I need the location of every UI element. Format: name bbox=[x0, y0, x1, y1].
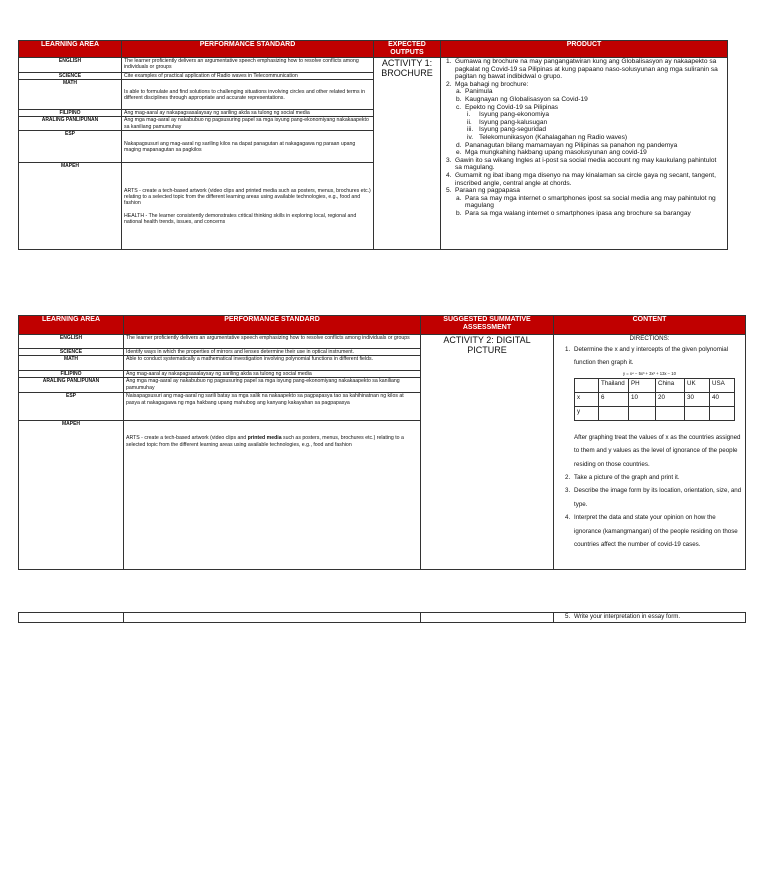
standard-science: Cite examples of practical application of Radio waves in Telecommunication bbox=[122, 73, 374, 80]
table-expected-outputs bbox=[18, 40, 728, 250]
area-filipino: FILIPINO bbox=[19, 110, 122, 117]
product-item-2c: Epekto ng Covid-19 sa Pilipinas bbox=[465, 103, 559, 111]
mini-cell: Thailand bbox=[599, 378, 629, 392]
area-science: SCIENCE bbox=[19, 349, 124, 356]
product-item-2c4: Telekomunikasyon (Kahalagahan ng Radio waves) bbox=[479, 133, 628, 141]
header-product: PRODUCT bbox=[441, 41, 728, 58]
standard-mapeh bbox=[122, 163, 374, 250]
product-item-2b: Kaugnayan ng Globalisasyon sa Covid-19 bbox=[465, 95, 588, 103]
mini-cell: x bbox=[575, 392, 599, 406]
area-esp: ESP bbox=[19, 393, 124, 421]
area-math: MATH bbox=[19, 80, 122, 110]
arts-text: such as posters, menus, brochures etc.) relating to a selected topic from the different learning areas using available technologies, e.g., food and fashion bbox=[126, 435, 404, 448]
table-row bbox=[19, 613, 746, 623]
standard-mapeh bbox=[124, 421, 421, 570]
header-content: CONTENT bbox=[554, 316, 746, 335]
product-item-2c3: Isyung pang-seguridad bbox=[479, 126, 547, 134]
product-item-3: Gawin ito sa wikang Ingles at i-post sa social media account ng may kaukulang pahintulot sa magulang. bbox=[455, 156, 717, 172]
header-learning-area: LEARNING AREA bbox=[19, 316, 124, 335]
mini-cell: 10 bbox=[629, 392, 656, 406]
table-header-row bbox=[19, 316, 746, 335]
standard-math: Able to conduct systematically a mathematical investigation involving polynomial functions in different fields. bbox=[124, 356, 421, 371]
mini-cell: China bbox=[656, 378, 685, 392]
standard-english: The learner proficiently delivers an argumentative speech emphasizing how to resolve conflicts among individuals or groups bbox=[122, 58, 374, 73]
area-english: ENGLISH bbox=[19, 58, 122, 73]
header-performance-standard: PERFORMANCE STANDARD bbox=[124, 316, 421, 335]
header-performance-standard: PERFORMANCE STANDARD bbox=[122, 41, 374, 58]
product-item-2a: Panimula bbox=[465, 88, 493, 96]
standard-mapeh-arts: ARTS - create a tech-based artwork (video clips and printed media such as posters, menus, brochures etc.) relating to a selected topic from the different learning areas using available technologies, e.g., food and fashion bbox=[124, 187, 371, 207]
product-item-5a: Para sa may mga internet o smartphones ipost sa social media ang may pahintulot ng magulang bbox=[465, 194, 716, 210]
area-filipino: FILIPINO bbox=[19, 371, 124, 378]
header-learning-area: LEARNING AREA bbox=[19, 41, 122, 58]
product-item-4: Gumamit ng ibat ibang mga disenyo na may kinalaman sa circle gaya ng secant, tangent, inscribed angle, central angle at chords. bbox=[455, 171, 716, 187]
table-row bbox=[19, 335, 746, 349]
standard-mapeh-health: HEALTH - The learner consistently demonstrates critical thinking skills in exploring local, regional and national health trends, issues, and concerns bbox=[124, 212, 357, 225]
mini-cell: 30 bbox=[685, 392, 710, 406]
content-item-1: Determine the x and y intercepts of the given polynomial function then graph it. bbox=[574, 346, 729, 367]
arts-text-bold: printed media bbox=[247, 435, 282, 442]
mini-cell: y bbox=[575, 406, 599, 420]
standard-esp: Naisapagsusuri ang mag-aaral ng sarili batay sa mga salik na nakaapekto sa pagpapasya tao sa kahihinatnan ng kilos at pasya at nakagagawa ng mga hakbang upang mahubog ang kanyang kakayahan sa pagpapasya bbox=[124, 393, 421, 421]
product-item-2: Mga bahagi ng brochure: bbox=[455, 80, 529, 88]
area-mapeh: MAPEH bbox=[19, 421, 124, 570]
content-instructions: DIRECTIONS: 1. Determine the x and y intercepts of the given polynomial function then graph it. y = x⁴ − 5x³ + 3x² + 13x − 10 Thailand PH China UK USA x 6 10 20 30 40 y After graphing treat the values of x as the countries assigned to them and y values as the level of ignorance of the people residing on those countries. 2. Take a picture of the graph and print it. 3. Describe the image form by its location, orientation, size, and type. 4. Interpret the data and state your opinion on how the ignorance (kamangmangan) of the people residing on those countries affect the number of covid-19 cases. bbox=[554, 335, 746, 570]
mini-cell: PH bbox=[629, 378, 656, 392]
activity-brochure: ACTIVITY 1: BROCHURE bbox=[374, 58, 441, 250]
product-item-5b: Para sa mga walang internet o smartphones ipasa ang brochure sa barangay bbox=[465, 209, 691, 217]
area-mapeh: MAPEH bbox=[19, 163, 122, 250]
area-araling-panlipunan: ARALING PANLIPUNAN bbox=[19, 117, 122, 131]
activity-digital-picture: ACTIVITY 2: DIGITAL PICTURE bbox=[421, 335, 554, 570]
mini-cell: UK bbox=[685, 378, 710, 392]
mini-cell: 20 bbox=[656, 392, 685, 406]
mini-cell bbox=[656, 406, 685, 420]
content-item-5: Write your interpretation in essay form. bbox=[574, 613, 681, 620]
area-science: SCIENCE bbox=[19, 73, 122, 80]
content-item-4: Interpret the data and state your opinion on how the ignorance (kamangmangan) of the people residing on those countries affect the number of covid-19 cases. bbox=[574, 514, 738, 549]
table-row bbox=[19, 58, 728, 73]
standard-araling-panlipunan: Ang mga mag-aaral ay nakabubuo ng pagsusuring papel sa mga isyung pang-ekonomiyang nakakaapekto sa kaniliang pamumuhay bbox=[124, 378, 421, 393]
mini-cell: 6 bbox=[599, 392, 629, 406]
table-summative-assessment bbox=[18, 315, 746, 570]
area-math: MATH bbox=[19, 356, 124, 371]
standard-english: The learner proficiently delivers an argumentative speech emphasizing how to resolve conflicts among individuals or groups bbox=[124, 335, 421, 349]
product-item-1: Gumawa ng brochure na may pangangatwiran kung ang Globalisasyon ay nakaapekto sa pagkalat ng Covid-19 sa Pilipinas at kung papaano naso-solusyunan ang mga suliranin sa pagitan ng bawat indibidwal o grupo. bbox=[455, 58, 718, 81]
mini-cell bbox=[629, 406, 656, 420]
product-item-2d: Pananagutan bilang mamamayan ng Pilipinas sa panahon ng pandemya bbox=[465, 141, 678, 149]
standard-filipino: Ang mag-aaral ay nakapagsasalaysay ng sariling akda sa tulong ng social media bbox=[124, 371, 421, 378]
polynomial-equation: y = x⁴ − 5x³ + 3x² + 13x − 10 bbox=[623, 370, 676, 376]
mini-cell: 40 bbox=[710, 392, 735, 406]
empty-cell bbox=[124, 613, 421, 623]
header-expected-outputs: EXPECTED OUTPUTS bbox=[374, 41, 441, 58]
countries-value-table bbox=[574, 378, 735, 421]
content-item-3: Describe the image form by its location, orientation, size, and type. bbox=[574, 487, 742, 508]
product-item-2c2: Isyung pang-kalusugan bbox=[479, 118, 548, 126]
product-item-2e: Mga mungkahing hakbang upang masolusyunan ang covid-19 bbox=[465, 149, 647, 157]
area-esp: ESP bbox=[19, 131, 122, 163]
content-after-graphing: After graphing treat the values of x as the countries assigned to them and y values as the level of ignorance of the people residing on those countries. bbox=[574, 433, 741, 468]
mini-table-row bbox=[575, 378, 735, 392]
table-continuation bbox=[18, 612, 746, 623]
standard-science: Identify ways in which the properties of mirrors and lenses determine their use in optical instrument. bbox=[124, 349, 421, 356]
mini-cell bbox=[710, 406, 735, 420]
mini-cell bbox=[599, 406, 629, 420]
mini-cell bbox=[575, 378, 599, 392]
standard-mapeh-arts bbox=[126, 435, 418, 447]
standard-math: Is able to formulate and find solutions to challenging situations involving circles and other related terms in different disciplines through appropriate and accurate representations. bbox=[122, 80, 374, 110]
arts-text: ARTS - create a tech-based artwork (video clips and bbox=[126, 435, 248, 442]
directions-heading: DIRECTIONS: bbox=[629, 335, 670, 342]
empty-cell bbox=[421, 613, 554, 623]
content-continuation: 5. Write your interpretation in essay form. bbox=[554, 613, 746, 623]
standard-araling-panlipunan: Ang mga mag-aaral ay nakabubuo ng pagsusuring papel sa mga isyung pang-ekonomiyang nakakaapekto sa kaniliang pamumuhay bbox=[122, 117, 374, 131]
product-instructions: 1. Gumawa ng brochure na may pangangatwiran kung ang Globalisasyon ay nakaapekto sa pagkalat ng Covid-19 sa Pilipinas at kung papaano naso-solusyunan ang mga suliranin sa pagitan ng bawat indibidwal o grupo. 2. Mga bahagi ng brochure: a. Panimula b. Kaugnayan ng Globalisasyon sa Covid-19 c. Epekto ng Covid-19 sa Pilipinas i. Isyung pang-ekonomiya ii. Isyung pang-kalusugan iii. Isyung pang-seguridad iv. Telekomunikasyon (Kahalagahan ng Radio waves) d. Pananagutan bilang mamamayan ng Pilipinas sa panahon ng pandemya e. Mga mungkahing hakbang upang masolusyunan ang covid-19 3. Gawin ito sa wikang Ingles at i-post sa social media account ng may kaukulang pahintulot sa magulang. 4. Gumamit ng ibat ibang mga disenyo na may kinalaman sa circle gaya ng secant, tangent, inscribed angle, central angle at chords. 5. Paraan ng pagpapasa a. Para sa may mga internet o smartphones ipost sa social media ang may pahintulot ng magulang b. Para sa mga walang internet o smartphones ipasa ang brochure sa barangay bbox=[441, 58, 728, 250]
header-suggested-summative-assessment: SUGGESTED SUMMATIVE ASSESSMENT bbox=[421, 316, 554, 335]
area-english: ENGLISH bbox=[19, 335, 124, 349]
product-item-5: Paraan ng pagpapasa bbox=[455, 187, 520, 195]
mini-table-row bbox=[575, 406, 735, 420]
mini-cell bbox=[685, 406, 710, 420]
empty-cell bbox=[19, 613, 124, 623]
table-header-row bbox=[19, 41, 728, 58]
mini-table-row bbox=[575, 392, 735, 406]
area-araling-panlipunan: ARALING PANLIPUNAN bbox=[19, 378, 124, 393]
standard-filipino: Ang mag-aaral ay nakapagsasalaysay ng sariling akda sa tulong ng social media bbox=[122, 110, 374, 117]
product-item-2c1: Isyung pang-ekonomiya bbox=[479, 111, 550, 119]
mini-cell: USA bbox=[710, 378, 735, 392]
standard-esp: Nakapagsusuri ang mag-aaral ng sariling kilos na dapat panagutan at nakagagawa ng paraan upang maging mapanagutan sa pagkilos bbox=[122, 131, 374, 163]
content-item-2: Take a picture of the graph and print it. bbox=[574, 474, 680, 482]
